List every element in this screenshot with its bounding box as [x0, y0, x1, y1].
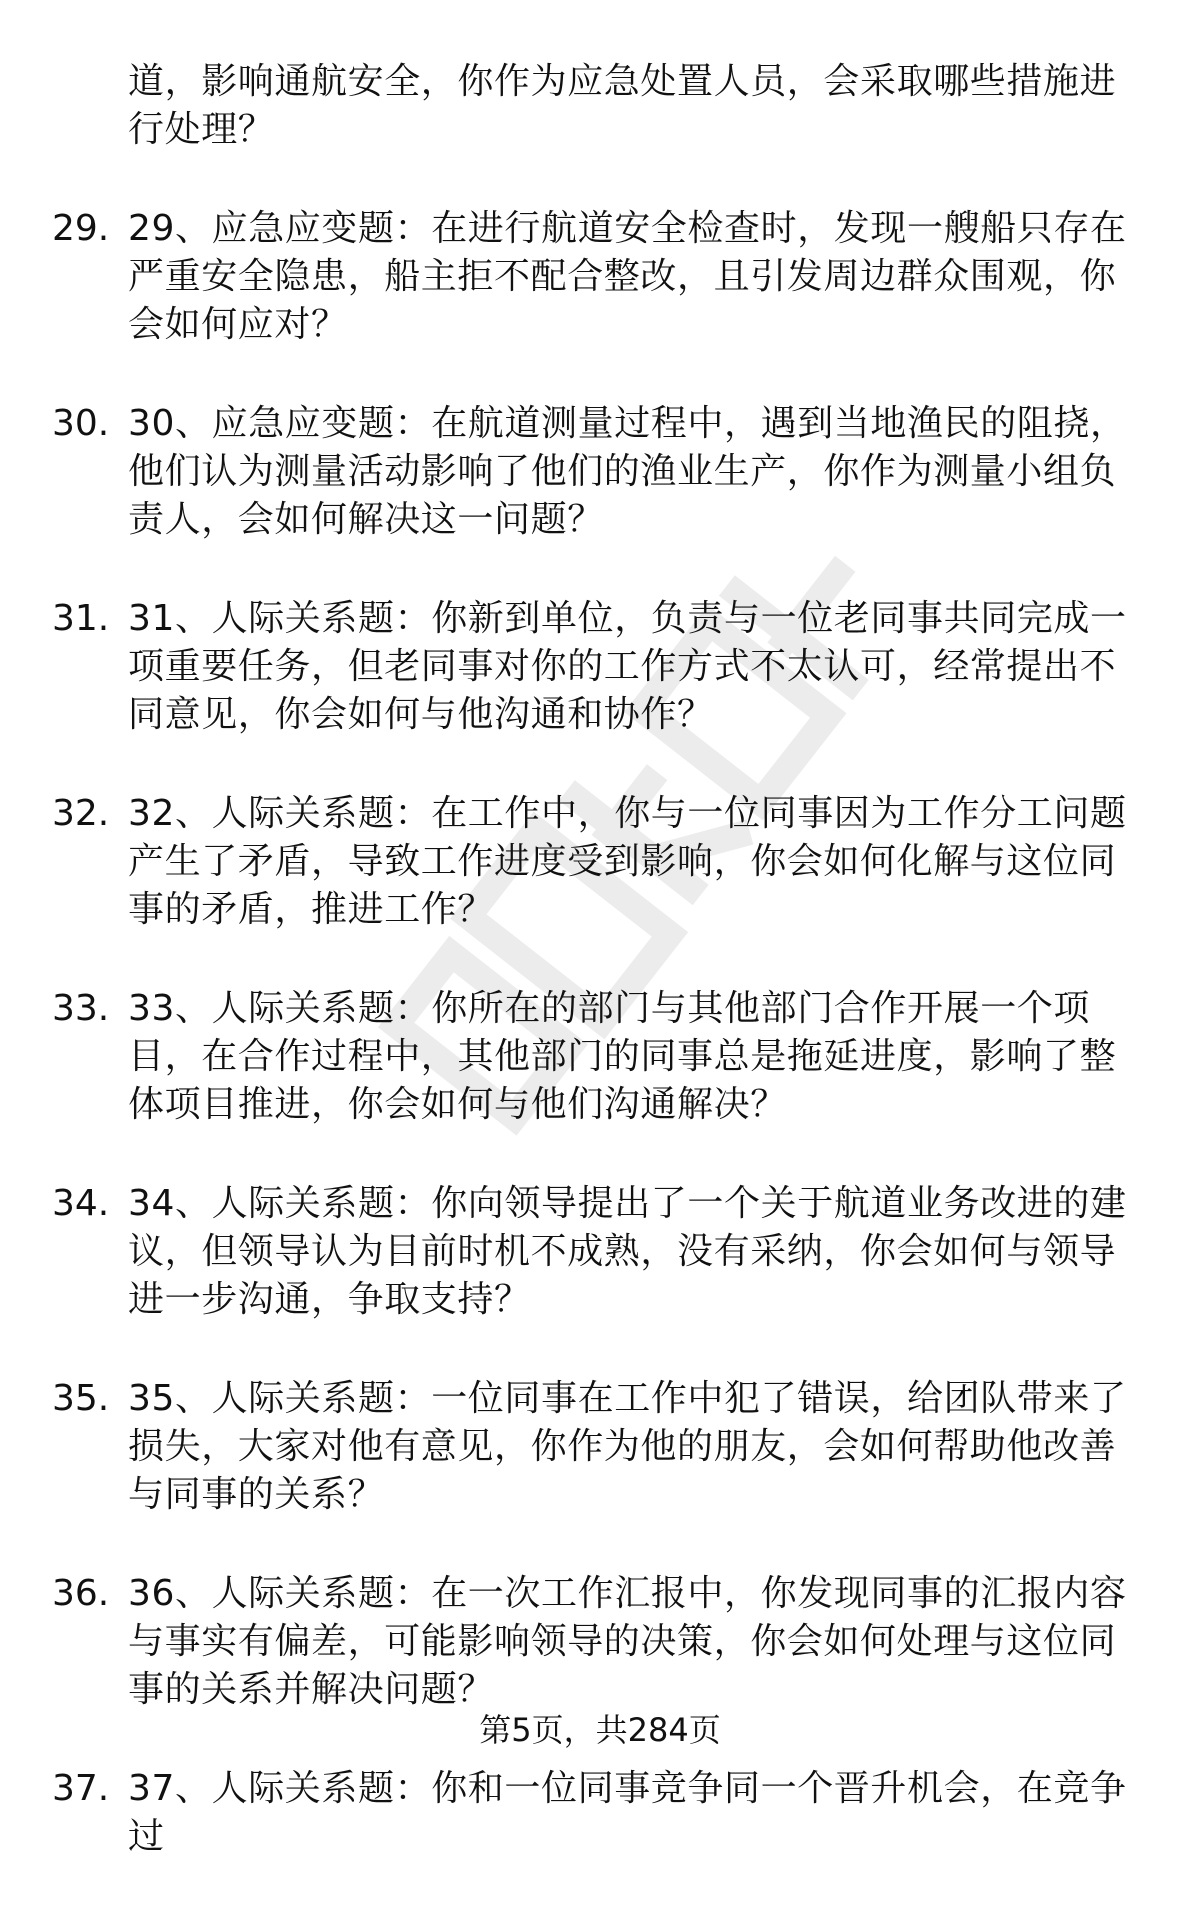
question-number: 35. — [52, 1378, 110, 1419]
page-footer: 第5页，共284页 — [479, 1711, 721, 1749]
question-number: 30. — [52, 403, 110, 444]
question-text: 33、人际关系题：你所在的部门与其他部门合作开展一个项目，在合作过程中，其他部门的同事总是拖延进度，影响了整体项目推进，你会如何与他们沟通解决？ — [128, 988, 1117, 1125]
question-number: 36. — [52, 1573, 110, 1614]
question-text: 36、人际关系题：在一次工作汇报中，你发现同事的汇报内容与事实有偏差，可能影响领导的决策，你会如何处理与这位同事的关系并解决问题？ — [128, 1573, 1127, 1710]
question-text: 35、人际关系题：一位同事在工作中犯了错误，给团队带来了损失，大家对他有意见，你作为他的朋友，会如何帮助他改善与同事的关系？ — [128, 1378, 1127, 1515]
question-item-32 — [0, 790, 1200, 934]
question-number: 34. — [52, 1183, 110, 1224]
question-item-30 — [0, 400, 1200, 544]
question-text: 道，影响通航安全，你作为应急处置人员，会采取哪些措施进行处理？ — [128, 61, 1117, 150]
question-number: 32. — [52, 793, 110, 834]
question-item-36 — [0, 1570, 1200, 1714]
question-item-33 — [0, 985, 1200, 1129]
question-item-34 — [0, 1180, 1200, 1324]
question-text: 32、人际关系题：在工作中，你与一位同事因为工作分工问题产生了矛盾，导致工作进度受到影响，你会如何化解与这位同事的矛盾，推进工作？ — [128, 793, 1127, 930]
question-item-37 — [0, 1765, 1200, 1861]
question-list — [0, 58, 1200, 1912]
question-text: 37、人际关系题：你和一位同事竞争同一个晋升机会，在竞争过 — [128, 1768, 1127, 1857]
question-continuation — [0, 58, 1200, 154]
question-number: 37. — [52, 1768, 110, 1809]
question-item-31 — [0, 595, 1200, 739]
question-item-35 — [0, 1375, 1200, 1519]
question-text: 30、应急应变题：在航道测量过程中，遇到当地渔民的阻挠，他们认为测量活动影响了他们的渔业生产，你作为测量小组负责人，会如何解决这一问题？ — [128, 403, 1127, 540]
question-item-29 — [0, 205, 1200, 349]
question-text: 34、人际关系题：你向领导提出了一个关于航道业务改进的建议，但领导认为目前时机不成熟，没有采纳，你会如何与领导进一步沟通，争取支持？ — [128, 1183, 1127, 1320]
question-number: 31. — [52, 598, 110, 639]
question-number: 29. — [52, 208, 110, 249]
question-text: 31、人际关系题：你新到单位，负责与一位老同事共同完成一项重要任务，但老同事对你的工作方式不太认可，经常提出不同意见，你会如何与他沟通和协作？ — [128, 598, 1127, 735]
question-number: 33. — [52, 988, 110, 1029]
question-text: 29、应急应变题：在进行航道安全检查时，发现一艘船只存在严重安全隐患，船主拒不配合整改，且引发周边群众围观，你会如何应对？ — [128, 208, 1127, 345]
